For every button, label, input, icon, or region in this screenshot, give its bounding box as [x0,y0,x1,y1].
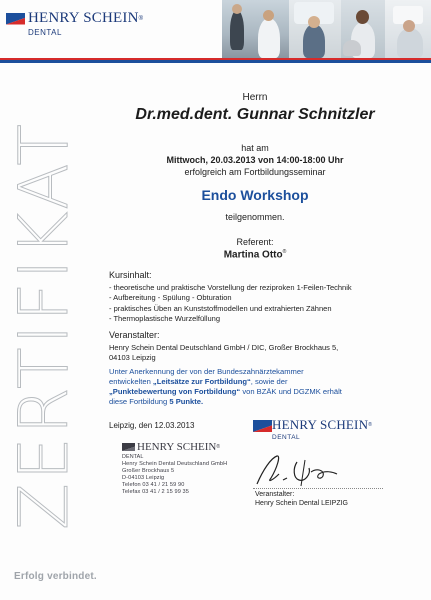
signature-logo [253,417,372,441]
tagline: Erfolg verbindet. [14,571,97,582]
recognition-line-2-bold: „Leitsätze zur Fortbildung“ [152,377,251,386]
signature-caption-label: Veranstalter: [255,491,295,498]
organizer-heading: Veranstalter: [109,330,160,340]
watermark-text: ZERTIFIKAT [4,120,84,530]
stamp-line: Telefax 03 41 / 2 15 99 35 [122,489,189,495]
recognition-line-2-post: , sowie der [250,377,288,386]
header-photo-1 [222,0,289,58]
course-item: - Thermoplastische Wurzelfüllung [109,314,221,323]
signature-logo-brand: HENRY SCHEIN [272,417,369,432]
participated-text: teilgenommen. [225,212,285,222]
logo-division: DENTAL [28,28,62,37]
organizer-line-2: 04103 Leipzig [109,353,156,362]
logo-brand: HENRY SCHEIN [28,10,139,26]
logo-mark-icon [6,13,25,25]
course-item: - praktisches Üben an Kunststoffmodellen und extrahierten Zähnen [109,303,332,313]
recognition-line-3 [109,387,409,397]
stamp-line: DENTAL [122,454,144,460]
organizer-block [109,330,409,364]
signature-logo-registered: ® [368,422,372,428]
recognition-line-1: Unter Anerkennung der von der Bundeszahnärztekammer [109,367,304,376]
stamp-logo-icon [122,443,135,451]
signature-logo-mark-icon [253,420,269,430]
watermark [4,90,84,560]
course-item: - Aufbereitung - Spülung - Obturation [109,293,232,302]
handwritten-signature [253,450,363,490]
stamp-line: Telefon 03 41 / 21 59 90 [122,482,185,488]
logo-row [6,10,143,27]
stamp-line: Großer Brockhaus 5 [122,468,175,474]
header-photo-3 [341,0,385,58]
signature-logo-division: DENTAL [272,434,301,441]
speaker-name: Martina Otto [223,249,283,261]
has-on-text: hat am [241,143,269,153]
company-stamp [122,441,242,496]
signature-caption [255,490,348,508]
speaker-mark: ® [282,249,287,255]
seminar-title: Endo Workshop [201,187,309,203]
recognition-line-4 [109,397,409,407]
recognition-block [109,367,409,407]
stamp-logo-row [122,441,242,453]
header-blue-bar [0,60,431,63]
stamp-registered: ® [216,444,221,450]
stamp-line: D-04103 Leipzig [122,475,165,481]
henry-schein-logo [6,10,143,37]
logo-registered: ® [138,15,144,22]
course-content [109,270,409,325]
recognition-points: 5 Punkte. [169,397,204,406]
success-line: erfolgreich am Fortbildungsseminar [184,167,326,177]
salutation: Herrn [242,92,268,103]
place-date: Leipzig, den 12.03.2013 [109,421,195,430]
signature-logo-row [253,417,372,433]
recognition-line-3-bold: „Punktebewertung von Fortbildung“ [109,387,241,396]
recognition-line-4-pre: diese Fortbildung [109,397,170,406]
stamp-brand: HENRY SCHEIN [137,441,217,453]
signature-line [253,488,383,489]
header [0,0,431,62]
speaker-label: Referent: [236,237,274,247]
recognition-line-2-pre: entwickelten [109,377,153,386]
header-photo-4 [385,0,431,58]
course-heading: Kursinhalt: [109,270,152,280]
signature-caption-org: Henry Schein Dental LEIPZIG [255,500,348,507]
recipient-name: Dr.med.dent. Gunnar Schnitzler [135,106,375,123]
speaker-name-row [100,249,410,260]
recognition-line-2 [109,377,409,387]
organizer-line-1: Henry Schein Dental Deutschland GmbH / DIC, Großer Brockhaus 5, [109,342,339,352]
stamp-line: Henry Schein Dental Deutschland GmbH [122,461,228,467]
header-photo-2 [289,0,341,58]
course-item: - theoretische und praktische Vorstellung der reziproken 1-Feilen-Technik [109,282,352,292]
seminar-date: Mittwoch, 20.03.2013 von 14:00-18:00 Uhr [166,155,344,165]
header-photo-strip [222,0,431,58]
recognition-line-3-post: von BZÄK und DGZMK erhält [240,387,342,396]
